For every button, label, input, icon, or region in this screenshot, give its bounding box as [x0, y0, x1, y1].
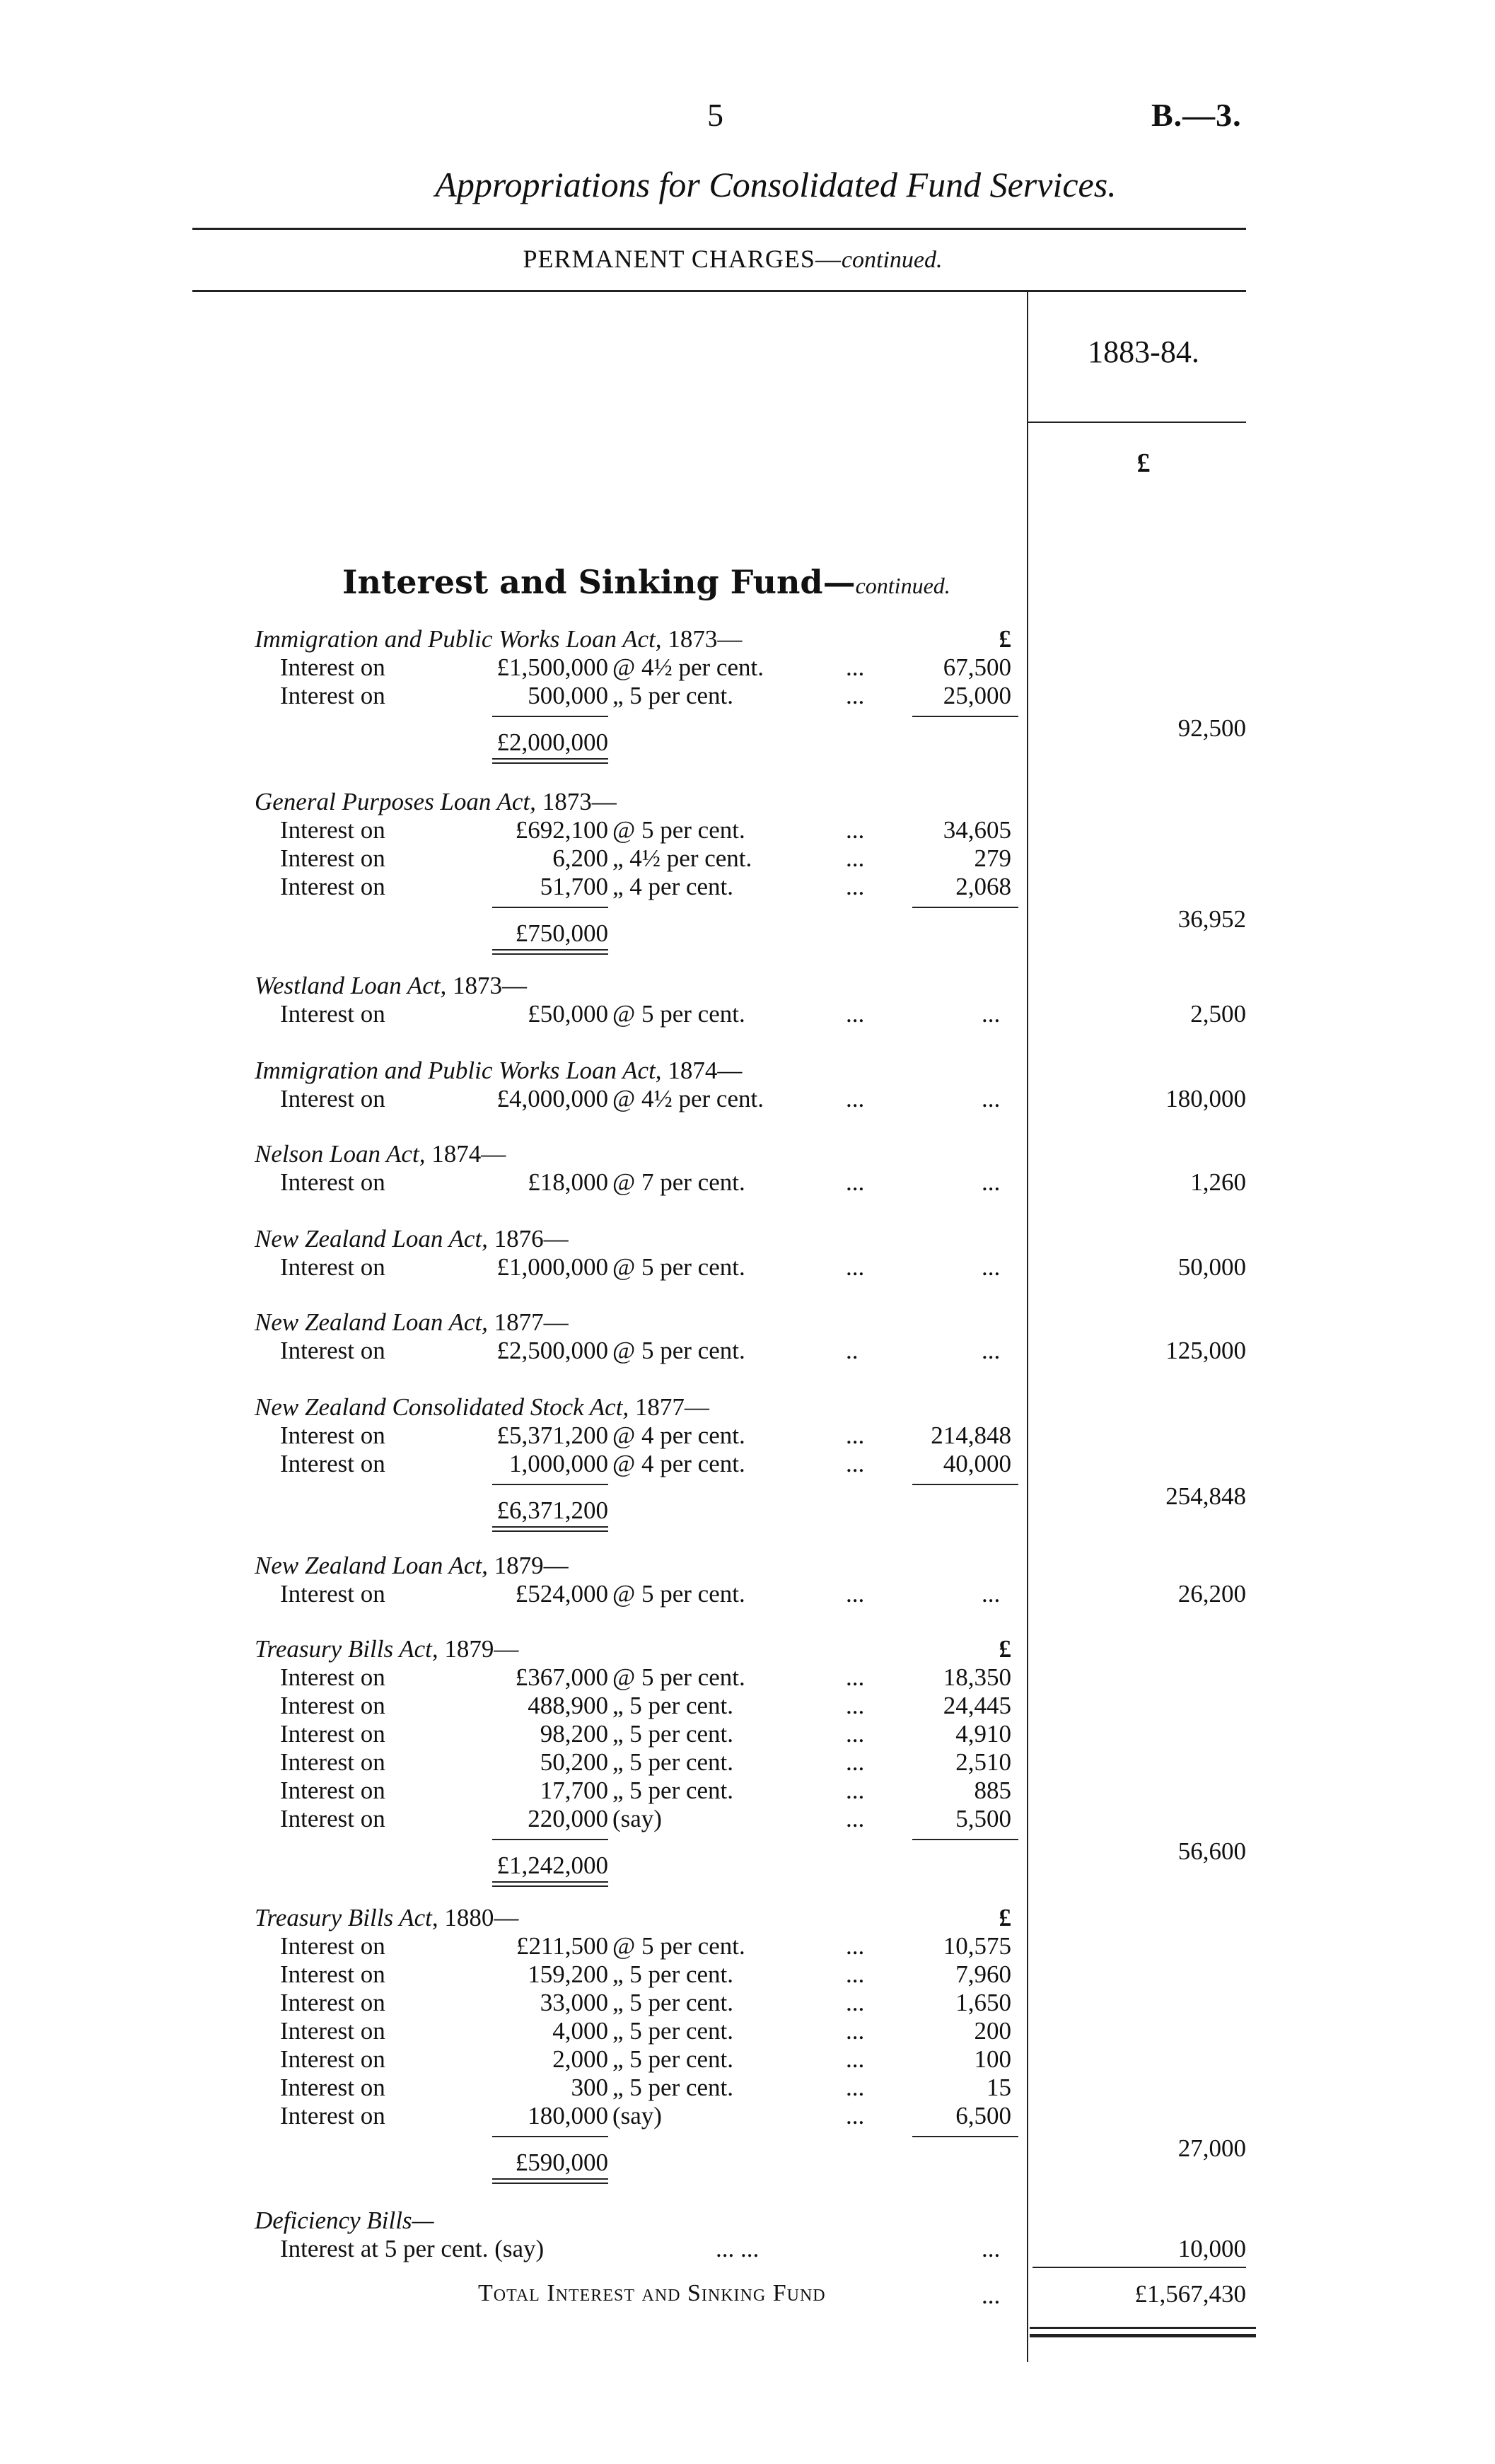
line-label: Interest on [280, 1337, 385, 1364]
interest-rate: „ 5 per cent. [612, 1748, 734, 1776]
interest-rate: @ 7 per cent. [612, 1168, 745, 1196]
interest-amount: 18,350 [943, 1663, 1011, 1691]
principal-total-rule [492, 949, 608, 951]
act-name: Immigration and Public Works Loan Act, [255, 625, 662, 653]
interest-rate: @ 4 per cent. [612, 1422, 745, 1449]
line-label: Interest on [280, 1663, 385, 1691]
act-name: New Zealand Loan Act, [255, 1552, 488, 1579]
act-total: 92,500 [1177, 714, 1246, 742]
principal-total-rule [492, 762, 608, 764]
act-total: 36,952 [1177, 905, 1246, 933]
interest-rate: @ 5 per cent. [612, 816, 745, 844]
column-unit: £ [1136, 448, 1151, 478]
interest-amount: 25,000 [943, 682, 1011, 709]
subtotal-rule [912, 907, 1018, 908]
act-year: 1880— [444, 1904, 519, 1931]
principal-amount: £50,000 [528, 1000, 608, 1028]
principal-rule [492, 716, 608, 717]
page-number: 5 [707, 97, 723, 133]
interest-rate: @ 4½ per cent. [612, 653, 764, 681]
act-name: Immigration and Public Works Loan Act, [255, 1057, 662, 1084]
line-label: Interest on [280, 816, 385, 844]
interest-rate: „ 4 per cent. [612, 873, 734, 900]
leader-dots: ... [846, 1085, 865, 1112]
act-name: New Zealand Loan Act, [255, 1225, 488, 1253]
amount-unit: £ [999, 1904, 1011, 1931]
rule [1030, 2334, 1256, 2337]
interest-amount: 34,605 [943, 816, 1011, 844]
principal-amount: 488,900 [528, 1692, 608, 1719]
principal-amount: 300 [571, 2074, 608, 2101]
leader-dots: ... [846, 1960, 865, 1988]
leader-dots: ... [846, 1777, 865, 1804]
line-label: Interest on [280, 1000, 385, 1028]
principal-amount: 98,200 [540, 1720, 608, 1748]
leader-dots: .. [846, 1337, 859, 1364]
interest-amount: 7,960 [955, 1960, 1011, 1988]
line-label: Interest on [280, 1422, 385, 1449]
line-label: Interest on [280, 1932, 385, 1960]
interest-amount: 67,500 [943, 653, 1011, 681]
act-year: 1879— [444, 1635, 519, 1663]
act-total: 254,848 [1165, 1482, 1246, 1510]
act-heading [255, 1226, 569, 1251]
line-label: Interest on [280, 873, 385, 900]
act-total: 1,260 [1190, 1168, 1246, 1196]
leader-dots: ... [846, 1720, 865, 1748]
principal-amount: £1,500,000 [496, 653, 608, 681]
principal-total: £590,000 [515, 2149, 608, 2176]
document-reference: B.—3. [1151, 97, 1242, 133]
act-name: Treasury Bills Act, [255, 1635, 438, 1663]
leader-dots: ... [982, 1168, 1001, 1196]
rule [1032, 2267, 1246, 2268]
principal-total-rule [492, 1530, 608, 1532]
act-total: 26,200 [1177, 1580, 1246, 1608]
act-year: 1874— [431, 1140, 506, 1168]
act-total: 50,000 [1177, 1253, 1246, 1281]
act-heading [255, 1310, 569, 1335]
line-label: Interest on [280, 1748, 385, 1776]
interest-amount: 279 [974, 844, 1011, 872]
act-heading [255, 1553, 569, 1578]
line-label: Interest on [280, 1720, 385, 1748]
act-total: 180,000 [1165, 1085, 1246, 1112]
rule [192, 228, 1246, 230]
principal-total: £750,000 [515, 919, 608, 947]
interest-rate: (say) [612, 2102, 662, 2129]
principal-amount: £524,000 [515, 1580, 608, 1608]
principal-amount: £367,000 [515, 1663, 608, 1691]
line-label: Interest on [280, 682, 385, 709]
interest-rate: @ 5 per cent. [612, 1580, 745, 1608]
line-label: Interest on [280, 2017, 385, 2045]
act-heading [255, 1395, 709, 1419]
interest-rate: „ 5 per cent. [612, 682, 734, 709]
principal-total: £2,000,000 [496, 728, 608, 756]
interest-rate: „ 5 per cent. [612, 2045, 734, 2073]
act-heading [255, 789, 617, 814]
leader-dots: ... [846, 844, 865, 872]
act-heading [255, 2208, 434, 2233]
leader-dots: ... [846, 1000, 865, 1028]
grand-total-dots: ... [982, 2282, 1001, 2309]
principal-amount: 159,200 [528, 1960, 608, 1988]
leader-dots: ... [846, 1989, 865, 2016]
principal-total: £6,371,200 [496, 1497, 608, 1524]
subtotal-rule [912, 716, 1018, 717]
subsection-label: Interest and Sinking Fund— [342, 563, 856, 601]
interest-amount: 10,575 [943, 1932, 1011, 1960]
column-divider [1027, 290, 1028, 2362]
section-label: PERMANENT CHARGES— [523, 245, 842, 273]
leader-dots: ... [846, 682, 865, 709]
line-label: Interest on [280, 1692, 385, 1719]
subtotal-rule [912, 1839, 1018, 1840]
interest-amount: 2,068 [955, 873, 1011, 900]
interest-amount: 885 [974, 1777, 1011, 1804]
principal-amount: 51,700 [540, 873, 608, 900]
act-year: 1873— [668, 625, 743, 653]
leader-dots: ... [846, 1450, 865, 1477]
leader-dots: ... [982, 1000, 1001, 1028]
principal-amount: £692,100 [515, 816, 608, 844]
line-label: Interest on [280, 1989, 385, 2016]
leader-dots: ... [982, 1580, 1001, 1608]
line-label: Interest on [280, 1253, 385, 1281]
act-year: 1879— [494, 1552, 569, 1579]
interest-amount: 4,910 [955, 1720, 1011, 1748]
principal-amount: £4,000,000 [496, 1085, 608, 1112]
interest-rate: @ 5 per cent. [612, 1000, 745, 1028]
principal-total-rule [492, 1885, 608, 1887]
principal-amount: 500,000 [528, 682, 608, 709]
principal-amount: 180,000 [528, 2102, 608, 2129]
leader-dots: ... [846, 2102, 865, 2129]
act-heading [255, 1058, 742, 1083]
interest-amount: 24,445 [943, 1692, 1011, 1719]
act-year: 1877— [634, 1393, 709, 1421]
leader-dots: ... [846, 1580, 865, 1608]
line-label: Interest on [280, 844, 385, 872]
line-label: Interest on [280, 1805, 385, 1832]
act-year: 1873— [542, 788, 617, 815]
principal-rule [492, 1484, 608, 1485]
subtotal-rule [912, 1484, 1018, 1485]
principal-amount: £5,371,200 [496, 1422, 608, 1449]
act-heading [255, 973, 527, 998]
act-total: 2,500 [1190, 1000, 1246, 1028]
leader-dots: ... [846, 653, 865, 681]
act-year: 1876— [494, 1225, 569, 1253]
interest-rate: @ 5 per cent. [612, 1663, 745, 1691]
principal-amount: £2,500,000 [496, 1337, 608, 1364]
act-name: Treasury Bills Act, [255, 1904, 438, 1931]
grand-total-value: £1,567,430 [1134, 2280, 1246, 2308]
act-total: 56,600 [1177, 1837, 1246, 1865]
principal-total: £1,242,000 [496, 1852, 608, 1879]
principal-amount: 50,200 [540, 1748, 608, 1776]
rule [1027, 422, 1246, 423]
line-label: Interest on [280, 2102, 385, 2129]
interest-amount: 2,510 [955, 1748, 1011, 1776]
leader-dots: ... ... [716, 2235, 760, 2262]
interest-rate: @ 4 per cent. [612, 1450, 745, 1477]
line-label: Interest on [280, 653, 385, 681]
leader-dots: ... [846, 2074, 865, 2101]
interest-amount: 100 [974, 2045, 1011, 2073]
principal-rule [492, 1839, 608, 1840]
interest-amount: 200 [974, 2017, 1011, 2045]
principal-amount: £1,000,000 [496, 1253, 608, 1281]
leader-dots: ... [982, 2235, 1001, 2262]
act-total: 10,000 [1177, 2235, 1246, 2262]
leader-dots: ... [982, 1085, 1001, 1112]
amount-unit: £ [999, 1635, 1011, 1663]
grand-total-label: Total Interest and Sinking Fund [478, 2280, 826, 2306]
interest-amount: 5,500 [955, 1805, 1011, 1832]
line-label: Interest on [280, 1085, 385, 1112]
principal-amount: 6,200 [552, 844, 608, 872]
act-name: Westland Loan Act, [255, 972, 447, 999]
act-name: New Zealand Loan Act, [255, 1308, 488, 1336]
section-heading [192, 246, 1273, 272]
leader-dots: ... [846, 1253, 865, 1281]
leader-dots: ... [846, 1422, 865, 1449]
leader-dots: ... [846, 873, 865, 900]
page-title: Appropriations for Consolidated Fund Services. [435, 165, 1117, 204]
act-year: 1877— [494, 1308, 569, 1336]
interest-amount: 1,650 [955, 1989, 1011, 2016]
line-label: Interest on [280, 1580, 385, 1608]
principal-amount: 4,000 [552, 2017, 608, 2045]
principal-amount: £18,000 [528, 1168, 608, 1196]
act-heading [255, 627, 742, 651]
rule [1030, 2327, 1256, 2329]
leader-dots: ... [846, 2045, 865, 2073]
act-heading [255, 1905, 518, 1930]
leader-dots: ... [846, 1168, 865, 1196]
act-total: 125,000 [1165, 1337, 1246, 1364]
act-year: 1873— [453, 972, 528, 999]
interest-rate: „ 5 per cent. [612, 1777, 734, 1804]
interest-rate: @ 4½ per cent. [612, 1085, 764, 1112]
principal-rule [492, 907, 608, 908]
leader-dots: ... [846, 1692, 865, 1719]
principal-rule [492, 2136, 608, 2137]
principal-total-rule [492, 2178, 608, 2180]
subtotal-rule [912, 2136, 1018, 2137]
interest-amount: 6,500 [955, 2102, 1011, 2129]
leader-dots: ... [846, 1805, 865, 1832]
section-suffix: continued. [841, 247, 943, 273]
leader-dots: ... [846, 2017, 865, 2045]
principal-amount: £211,500 [516, 1932, 608, 1960]
principal-amount: 1,000,000 [509, 1450, 608, 1477]
act-heading [255, 1637, 518, 1661]
act-name: New Zealand Consolidated Stock Act, [255, 1393, 629, 1421]
interest-rate: @ 5 per cent. [612, 1337, 745, 1364]
rule [192, 290, 1246, 292]
act-heading [255, 1141, 506, 1166]
act-total: 27,000 [1177, 2134, 1246, 2162]
interest-rate: „ 5 per cent. [612, 1960, 734, 1988]
interest-rate: „ 5 per cent. [612, 1692, 734, 1719]
line-label: Interest at 5 per cent. (say) [280, 2235, 545, 2262]
principal-total-rule [492, 758, 608, 760]
principal-amount: 17,700 [540, 1777, 608, 1804]
interest-rate: „ 5 per cent. [612, 2074, 734, 2101]
act-year: 1874— [668, 1057, 743, 1084]
act-name: Nelson Loan Act, [255, 1140, 426, 1168]
line-label: Interest on [280, 1960, 385, 1988]
act-name: General Purposes Loan Act, [255, 788, 536, 815]
interest-amount: 214,848 [931, 1422, 1011, 1449]
subsection-title [342, 563, 950, 601]
line-label: Interest on [280, 1168, 385, 1196]
leader-dots: ... [982, 1253, 1001, 1281]
interest-rate: „ 5 per cent. [612, 2017, 734, 2045]
interest-rate: (say) [612, 1805, 662, 1832]
principal-amount: 220,000 [528, 1805, 608, 1832]
act-name: Deficiency Bills— [255, 2207, 434, 2234]
amount-unit: £ [999, 625, 1011, 653]
column-year: 1883-84. [1088, 335, 1199, 369]
line-label: Interest on [280, 1777, 385, 1804]
leader-dots: ... [846, 816, 865, 844]
interest-amount: 15 [987, 2074, 1011, 2101]
leader-dots: ... [982, 1337, 1001, 1364]
principal-total-rule [492, 953, 608, 955]
principal-total-rule [492, 2183, 608, 2184]
interest-rate: „ 5 per cent. [612, 1720, 734, 1748]
interest-rate: „ 4½ per cent. [612, 844, 752, 872]
subsection-suffix: continued. [855, 573, 950, 598]
principal-amount: 33,000 [540, 1989, 608, 2016]
principal-amount: 2,000 [552, 2045, 608, 2073]
interest-rate: „ 5 per cent. [612, 1989, 734, 2016]
line-label: Interest on [280, 1450, 385, 1477]
leader-dots: ... [846, 1748, 865, 1776]
line-label: Interest on [280, 2074, 385, 2101]
interest-amount: 40,000 [943, 1450, 1011, 1477]
line-label: Interest on [280, 2045, 385, 2073]
principal-total-rule [492, 1526, 608, 1528]
interest-rate: @ 5 per cent. [612, 1932, 745, 1960]
leader-dots: ... [846, 1663, 865, 1691]
leader-dots: ... [846, 1932, 865, 1960]
interest-rate: @ 5 per cent. [612, 1253, 745, 1281]
principal-total-rule [492, 1881, 608, 1883]
